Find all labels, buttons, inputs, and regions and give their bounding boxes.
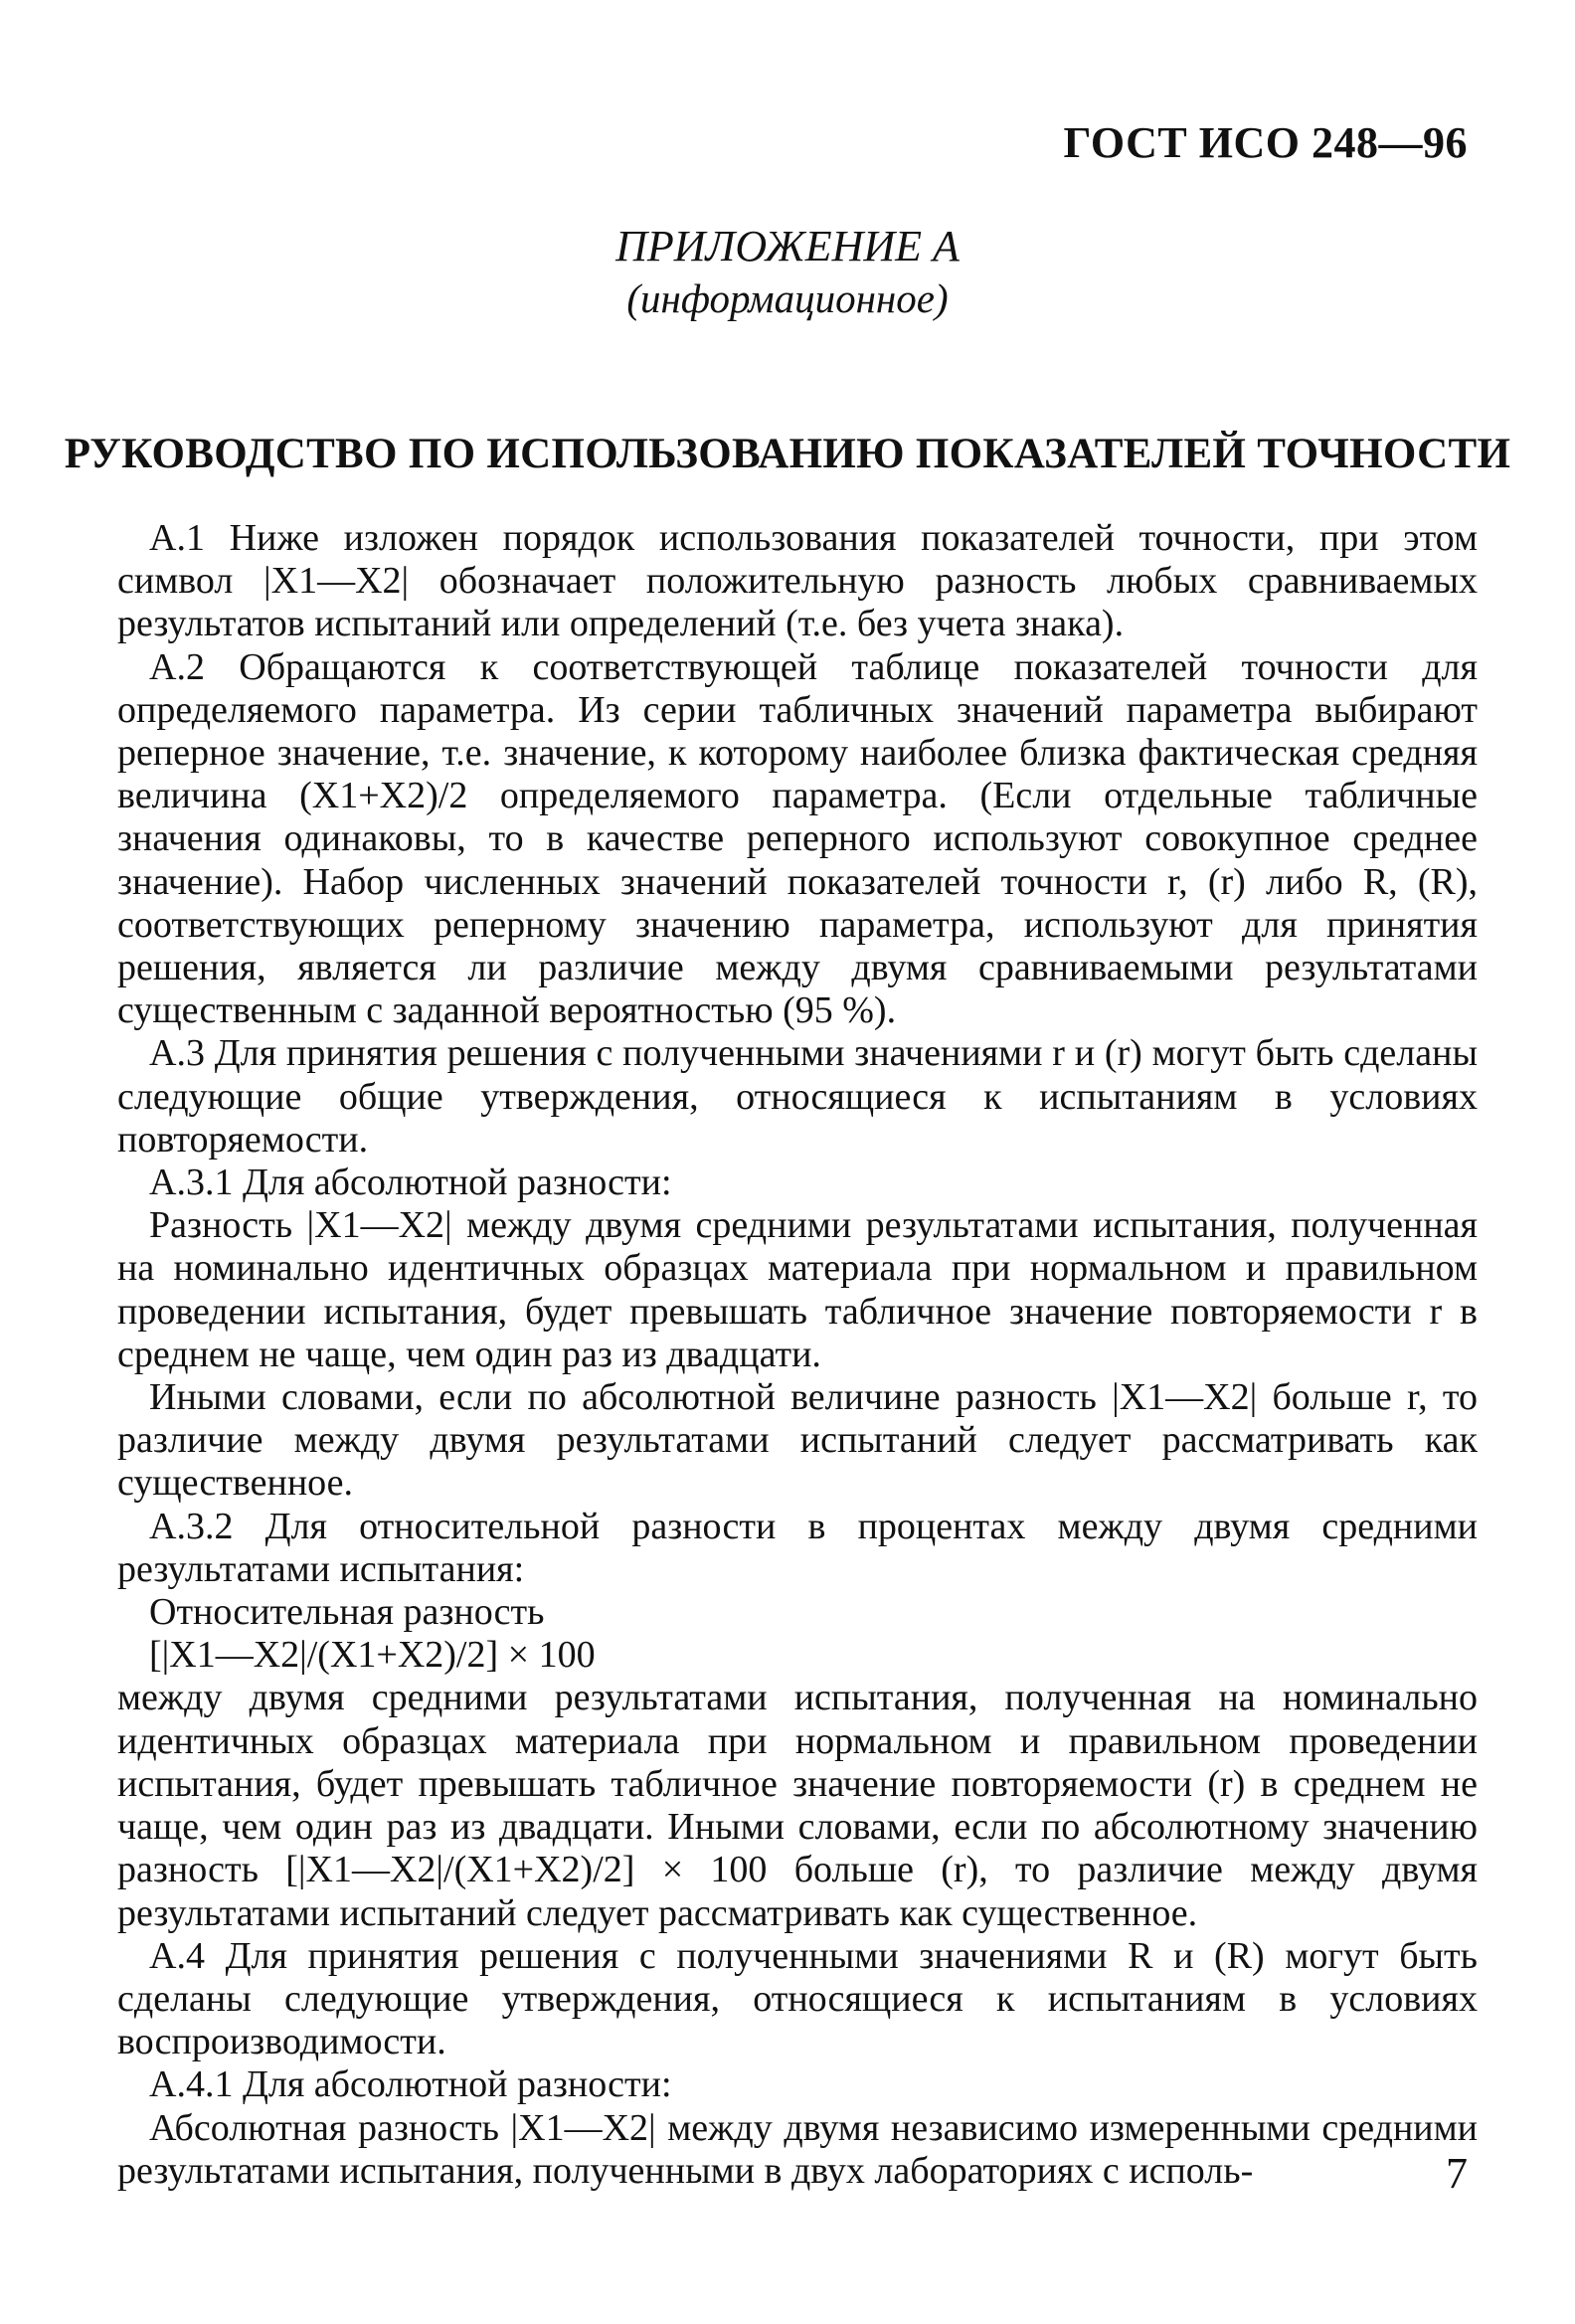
paragraph-a2: А.2 Обращаются к соответствующей таблице показателей точности для определяемого параметра. Из серии табличных значений параметра выбирают реперное значение, т.е. значение, к которому наиболее близка фактическая средняя величина (X1+X2)/2 определяемого параметра. (Если отдельные табличные значения одинаковы, то в качестве реперного используют совокупное среднее значение). Набор численных значений показателей точности r, (r) либо R, (R), соответствующих реперному значению параметра, используют для принятия решения, является ли различие между двумя сравниваемыми результатами существенным с заданной вероятностью (95 %). <box>117 645 1478 1032</box>
paragraph-a3-1-heading: А.3.1 Для абсолютной разности: <box>149 1162 672 1204</box>
paragraph-relative-difference-label: Относительная разность <box>149 1591 545 1634</box>
paragraph-a3-1-text: Разность |X1—X2| между двумя средними результатами испытания, полученная на номинально идентичных образцах материала при нормальном и правильном проведении испытания, будет превышать табличное значение повторяемости r в среднем не чаще, чем один раз из двадцати. <box>117 1204 1478 1375</box>
paragraph-a4-1-text: Абсолютная разность |X1—X2| между двумя независимо измеренными средними результатами испытания, полученными в двух лабораториях с исполь- <box>117 2106 1478 2192</box>
paragraph-a1: А.1 Ниже изложен порядок использования показателей точности, при этом символ |X1—X2| обозначает положительную разность любых сравниваемых результатов испытаний или определений (т.е. без учета знака). <box>117 517 1478 645</box>
formula-relative-difference: [|X1—X2|/(X1+X2)/2] × 100 <box>149 1634 596 1677</box>
paragraph-a3-2-text: между двумя средними результатами испытания, полученная на номинально идентичных образцах материала при нормальном и правильном проведении испытания, будет превышать табличное значение повторяемости (r) в среднем не чаще, чем один раз из двадцати. Иными словами, если по абсолютному значению разность [|X1—X2|/(X1+X2)/2] × 100 больше (r), то различие между двумя результатами испытаний следует рассматривать как существенное. <box>117 1677 1478 1934</box>
paragraph-a4: А.4 Для принятия решения с полученными значениями R и (R) могут быть сделаны следующие утверждения, относящиеся к испытаниям в условиях воспроизводимости. <box>117 1934 1478 2063</box>
document-code-header: ГОСТ ИСО 248—96 <box>1063 118 1468 167</box>
appendix-subtitle: (информационное) <box>626 275 949 321</box>
body-text <box>117 517 1478 2193</box>
appendix-title: ПРИЛОЖЕНИЕ А <box>615 222 960 270</box>
paragraph-a3-2-heading: А.3.2 Для относительной разности в процентах между двумя средними результатами испытания: <box>117 1505 1478 1590</box>
page-number: 7 <box>1446 2149 1468 2198</box>
paragraph-a3: А.3 Для принятия решения с полученными значениями r и (r) могут быть сделаны следующие общие утверждения, относящиеся к испытаниям в условиях повторяемости. <box>117 1032 1478 1161</box>
paragraph-a3-1-conclusion: Иными словами, если по абсолютной величине разность |X1—X2| больше r, то различие между двумя результатами испытаний следует рассматривать как существенное. <box>117 1376 1478 1505</box>
paragraph-a4-1-heading: А.4.1 Для абсолютной разности: <box>149 2063 672 2106</box>
section-title: РУКОВОДСТВО ПО ИСПОЛЬЗОВАНИЮ ПОКАЗАТЕЛЕЙ ТОЧНОСТИ <box>64 431 1511 477</box>
appendix-heading <box>0 221 1575 324</box>
